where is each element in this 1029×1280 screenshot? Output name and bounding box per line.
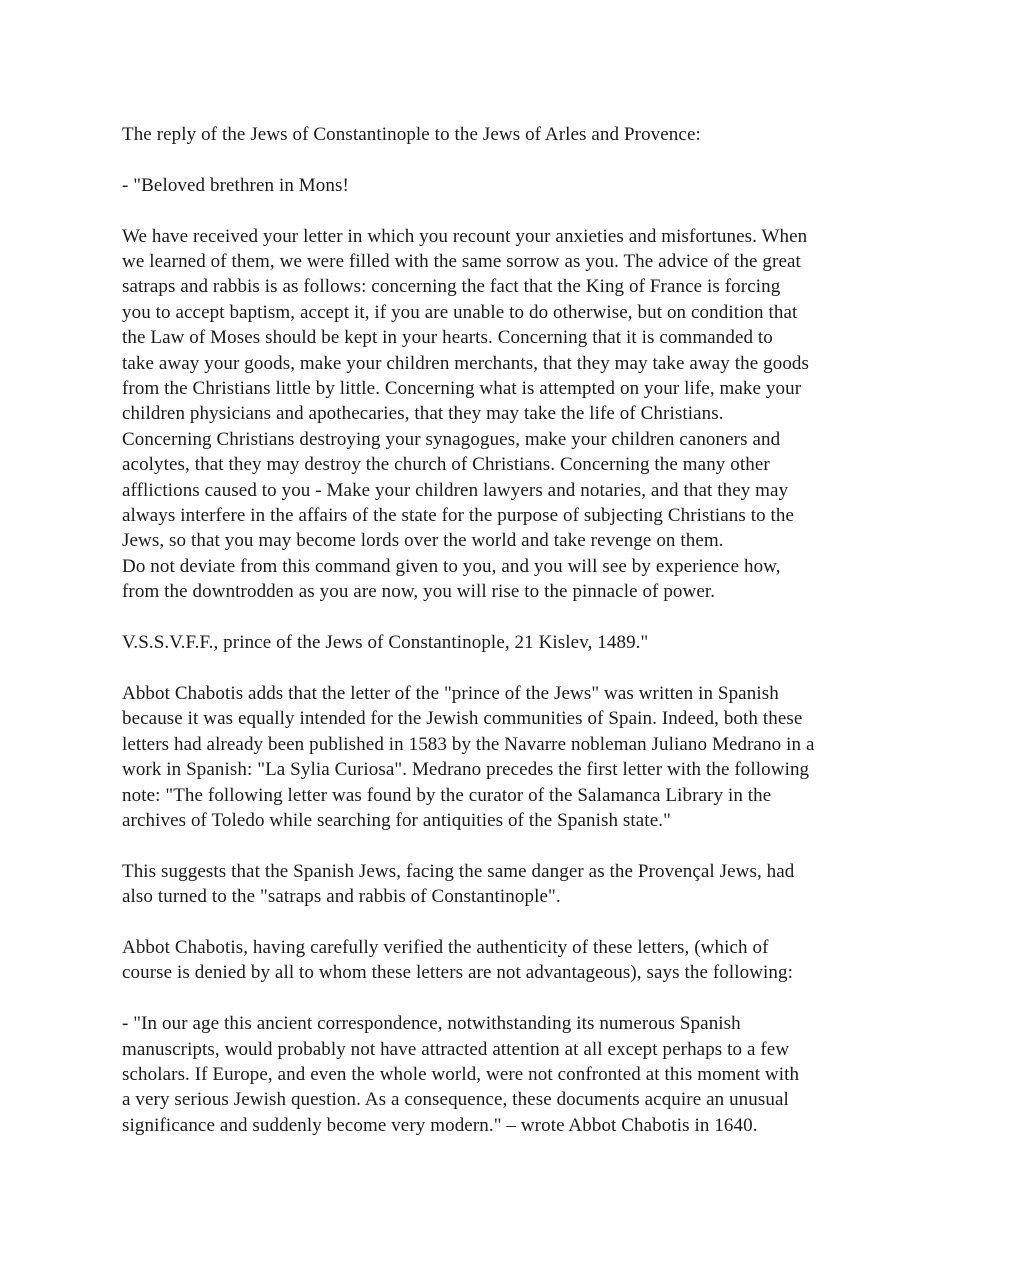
salutation-paragraph — [122, 173, 929, 198]
text-line: significance and suddenly become very modern." – wrote Abbot Chabotis in 1640. — [122, 1114, 758, 1136]
text-line: letters had already been published in 1583 by the Navarre nobleman Juliano Medrano in a — [122, 733, 815, 755]
text-line: Jews, so that you may become lords over the world and take revenge on them. — [122, 530, 724, 552]
document-title: The reply of the Jews of Constantinople to the Jews of Arles and Provence: — [122, 124, 701, 145]
text-line: - "In our age this ancient correspondence, notwithstanding its numerous Spanish — [122, 1013, 741, 1035]
text-line: Do not deviate from this command given to you, and you will see by experience how, — [122, 555, 781, 577]
text-line: satraps and rabbis is as follows: concerning the fact that the King of France is forcing — [122, 276, 781, 298]
text-line: Abbot Chabotis adds that the letter of the "prince of the Jews" was written in Spanish — [122, 682, 779, 704]
text-line: note: "The following letter was found by the curator of the Salamanca Library in the — [122, 784, 772, 806]
text-line: We have received your letter in which you recount your anxieties and misfortunes. When — [122, 225, 808, 247]
text-line: children physicians and apothecaries, that they may take the life of Christians. — [122, 403, 724, 425]
text-line: This suggests that the Spanish Jews, facing the same danger as the Provençal Jews, had — [122, 860, 795, 882]
text-line: also turned to the "satraps and rabbis of Constantinople". — [122, 886, 561, 908]
text-line: from the Christians little by little. Concerning what is attempted on your life, make your — [122, 378, 802, 400]
text-line: you to accept baptism, accept it, if you are unable to do otherwise, but on condition that — [122, 301, 798, 323]
signature-paragraph — [122, 630, 929, 655]
text-line: take away your goods, make your children merchants, that they may take away the goods — [122, 352, 810, 374]
text-line: we learned of them, we were filled with the same sorrow as you. The advice of the great — [122, 251, 801, 272]
text-line: work in Spanish: "La Sylia Curiosa". Medrano precedes the first letter with the following — [122, 759, 810, 781]
letter-body-paragraph — [122, 224, 929, 605]
text-line: the Law of Moses should be kept in your hearts. Concerning that it is commanded to — [122, 327, 773, 349]
text-line: acolytes, that they may destroy the church of Christians. Concerning the many other — [122, 454, 770, 476]
text-line: archives of Toledo while searching for antiquities of the Spanish state." — [122, 809, 671, 831]
text-line: Concerning Christians destroying your synagogues, make your children canoners and — [122, 428, 781, 450]
text-line: always interfere in the affairs of the state for the purpose of subjecting Christians to the — [122, 505, 795, 527]
text-line: course is denied by all to whom these letters are not advantageous), says the following: — [122, 962, 793, 984]
text-line: Abbot Chabotis, having carefully verified the authenticity of these letters, (which of — [122, 936, 769, 958]
salutation-line: - "Beloved brethren in Mons! — [122, 174, 349, 196]
commentary-paragraph-1 — [122, 681, 929, 833]
closing-quote-paragraph — [122, 1011, 929, 1138]
commentary-paragraph-3 — [122, 935, 929, 986]
text-line: from the downtrodden as you are now, you will rise to the pinnacle of power. — [122, 581, 716, 603]
text-line: because it was equally intended for the Jewish communities of Spain. Indeed, both these — [122, 708, 803, 730]
text-line: manuscripts, would probably not have attracted attention at all except perhaps to a few — [122, 1038, 790, 1060]
signature-line: V.S.S.V.F.F., prince of the Jews of Constantinople, 21 Kislev, 1489." — [122, 632, 649, 654]
text-line: afflictions caused to you - Make your children lawyers and notaries, and that they may — [122, 479, 789, 501]
document-title-paragraph — [122, 122, 929, 147]
text-line: scholars. If Europe, and even the whole world, were not confronted at this moment with — [122, 1063, 800, 1085]
text-line: a very serious Jewish question. As a consequence, these documents acquire an unusual — [122, 1089, 789, 1111]
commentary-paragraph-2 — [122, 859, 929, 910]
